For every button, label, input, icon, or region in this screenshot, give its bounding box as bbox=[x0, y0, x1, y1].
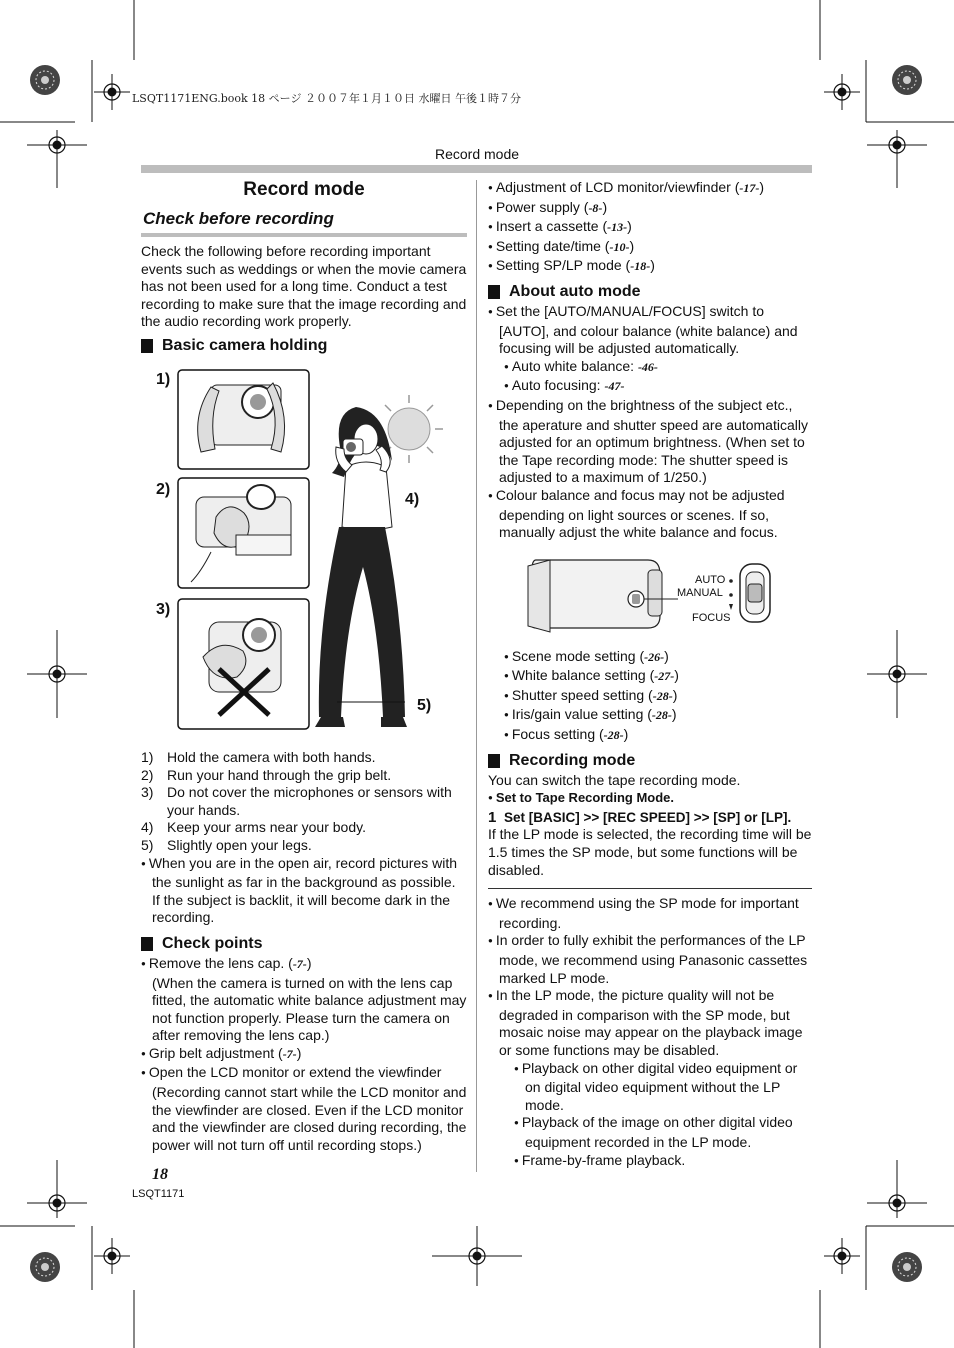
auto-mode-text: ● Colour balance and focus may not be adjusted depending on light sources or scenes. If so, manually adjust the white balance and focus. bbox=[488, 487, 812, 542]
fig-label-3: 3) bbox=[156, 600, 171, 618]
check-points-continued bbox=[488, 179, 812, 277]
holding-steps-list bbox=[141, 749, 467, 927]
check-item: ● Open the LCD monitor or extend the viewfinder (Recording cannot start while the LCD monitor and the viewfinder are closed. Even if the LCD monitor and the viewfinder are closed during recording, the power will not turn off until recording stops.) bbox=[141, 1064, 467, 1154]
manual-settings-list bbox=[488, 648, 812, 746]
print-header: LSQT1171ENG.book 18 ページ ２００７年１月１０日 水曜日 午後１時７分 bbox=[132, 92, 521, 105]
note-item: ● In the LP mode, the picture quality will not be degraded in comparison with the SP mode, but mosaic noise may appear on the playback image or some functions may be disabled. bbox=[488, 987, 812, 1059]
recording-mode-bullets bbox=[488, 789, 812, 809]
grip-belt-panel bbox=[178, 478, 309, 588]
recording-mode-intro: You can switch the tape recording mode. bbox=[488, 771, 741, 788]
auto-sub-item: ● Auto focusing: -47- bbox=[488, 377, 812, 397]
hold-with-both-hands-panel bbox=[178, 370, 309, 469]
setting-item: ● Iris/gain value setting (-28-) bbox=[488, 706, 812, 726]
basic-holding-heading: Basic camera holding bbox=[141, 337, 467, 355]
do-not-cover-panel bbox=[178, 599, 309, 729]
check-item: ● Remove the lens cap. (-7-) bbox=[141, 955, 467, 975]
subtitle-rule bbox=[141, 233, 467, 237]
tape-mode-bullet: ● Set to Tape Recording Mode. bbox=[488, 789, 812, 809]
lp-mode-explanation: If the LP mode is selected, the recording time will be 1.5 times the SP mode, but some functions will be disabled. bbox=[488, 826, 812, 878]
right-column bbox=[488, 176, 812, 1171]
check-item: ● Adjustment of LCD monitor/viewfinder (-17-) bbox=[488, 179, 812, 199]
square-bullet-icon bbox=[488, 285, 500, 299]
check-points-list bbox=[141, 955, 467, 1155]
sunlight-note: ● When you are in the open air, record pictures with the sunlight as far in the background as possible. If the subject is backlit, it will become dark in the recording. bbox=[141, 855, 467, 927]
switch-label-manual: MANUAL bbox=[677, 586, 723, 599]
running-header: Record mode bbox=[434, 146, 520, 162]
notes-rule bbox=[488, 888, 812, 889]
holding-step: 4) Keep your arms near your body. bbox=[141, 819, 366, 836]
camera-holding-illustration bbox=[141, 357, 467, 749]
fig-label-5: 5) bbox=[417, 696, 432, 714]
section-subtitle: Check before recording bbox=[143, 209, 334, 228]
check-item: ● Grip belt adjustment (-7-) bbox=[141, 1045, 467, 1065]
document-code: LSQT1171 bbox=[132, 1188, 185, 1200]
left-column bbox=[141, 176, 467, 1154]
check-points-heading: Check points bbox=[141, 935, 467, 953]
note-sub-item: ● Frame-by-frame playback. bbox=[488, 1152, 812, 1172]
auto-sub-item: ● Auto white balance: -46- bbox=[488, 358, 812, 378]
notes-list bbox=[488, 895, 812, 1171]
check-item: ● Setting date/time (-10-) bbox=[488, 238, 812, 258]
register-target-icon bbox=[94, 74, 130, 110]
intro-paragraph: Check the following before recording important events such as weddings or when the movie camera has not been used for a long time. Conduct a test recording to make sure that the image recording and the audio recording work properly. bbox=[141, 243, 467, 330]
recording-step-1: 1 Set [BASIC] >> [REC SPEED] >> [SP] or [LP]. bbox=[488, 808, 792, 826]
holding-step: 5) Slightly open your legs. bbox=[141, 836, 312, 853]
holding-step: 2) Run your hand through the grip belt. bbox=[141, 766, 392, 783]
check-item-detail: (When the camera is turned on with the lens cap fitted, the automatic white balance adjustment may not function properly. Please turn the camera on after removing the lens cap.) bbox=[152, 974, 467, 1044]
note-item: ● In order to fully exhibit the performances of the LP mode, we recommend using Panasonic cassettes marked LP mode. bbox=[488, 932, 812, 987]
square-bullet-icon bbox=[141, 937, 153, 951]
setting-item: ● Shutter speed setting (-28-) bbox=[488, 687, 812, 707]
fig-label-1: 1) bbox=[156, 370, 171, 388]
switch-label-auto: AUTO bbox=[695, 573, 726, 586]
auto-manual-focus-switch-icon bbox=[729, 564, 770, 622]
note-item: ● We recommend using the SP mode for important recording. bbox=[488, 895, 812, 932]
recording-mode-heading: Recording mode bbox=[488, 752, 812, 770]
holding-step: 1) Hold the camera with both hands. bbox=[141, 748, 376, 765]
header-bar bbox=[141, 165, 812, 173]
note-sub-item: ● Playback of the image on other digital video equipment recorded in the LP mode. bbox=[488, 1114, 812, 1151]
auto-mode-heading: About auto mode bbox=[488, 283, 812, 301]
column-divider bbox=[476, 180, 477, 1172]
auto-manual-switch-illustration bbox=[488, 546, 812, 656]
check-item: ● Setting SP/LP mode (-18-) bbox=[488, 257, 812, 277]
check-item: ● Insert a cassette (-13-) bbox=[488, 218, 812, 238]
camcorder-side-icon bbox=[528, 560, 678, 632]
setting-item: ● Focus setting (-28-) bbox=[488, 726, 812, 746]
page-number: 18 bbox=[152, 1166, 168, 1183]
holding-step: 3) Do not cover the microphones or sensors with your hands. bbox=[141, 784, 452, 818]
note-sub-item: ● Playback on other digital video equipment or on digital video equipment without the LP mode. bbox=[488, 1060, 812, 1115]
square-bullet-icon bbox=[141, 339, 153, 353]
auto-mode-text: ● Set the [AUTO/MANUAL/FOCUS] switch to [AUTO], and colour balance (white balance) and focusing will be adjusted automatically. bbox=[488, 303, 812, 358]
auto-mode-text: ● Depending on the brightness of the subject etc., the aperature and shutter speed are automatically adjusted for an optimum brightness. (When set to the Tape recording mode: The shutter speed is adjusted to a maximum of 1/250.) bbox=[488, 397, 812, 487]
fig-label-2: 2) bbox=[156, 480, 171, 498]
page-title: Record mode bbox=[243, 179, 365, 200]
setting-item: ● White balance setting (-27-) bbox=[488, 667, 812, 687]
fig-label-4: 4) bbox=[405, 490, 420, 508]
switch-label-focus: FOCUS bbox=[692, 611, 731, 624]
check-item: ● Power supply (-8-) bbox=[488, 199, 812, 219]
standing-person-figure bbox=[315, 407, 407, 727]
setting-item: ● Scene mode setting (-26-) bbox=[488, 648, 812, 668]
auto-mode-list bbox=[488, 303, 812, 542]
square-bullet-icon bbox=[488, 754, 500, 768]
